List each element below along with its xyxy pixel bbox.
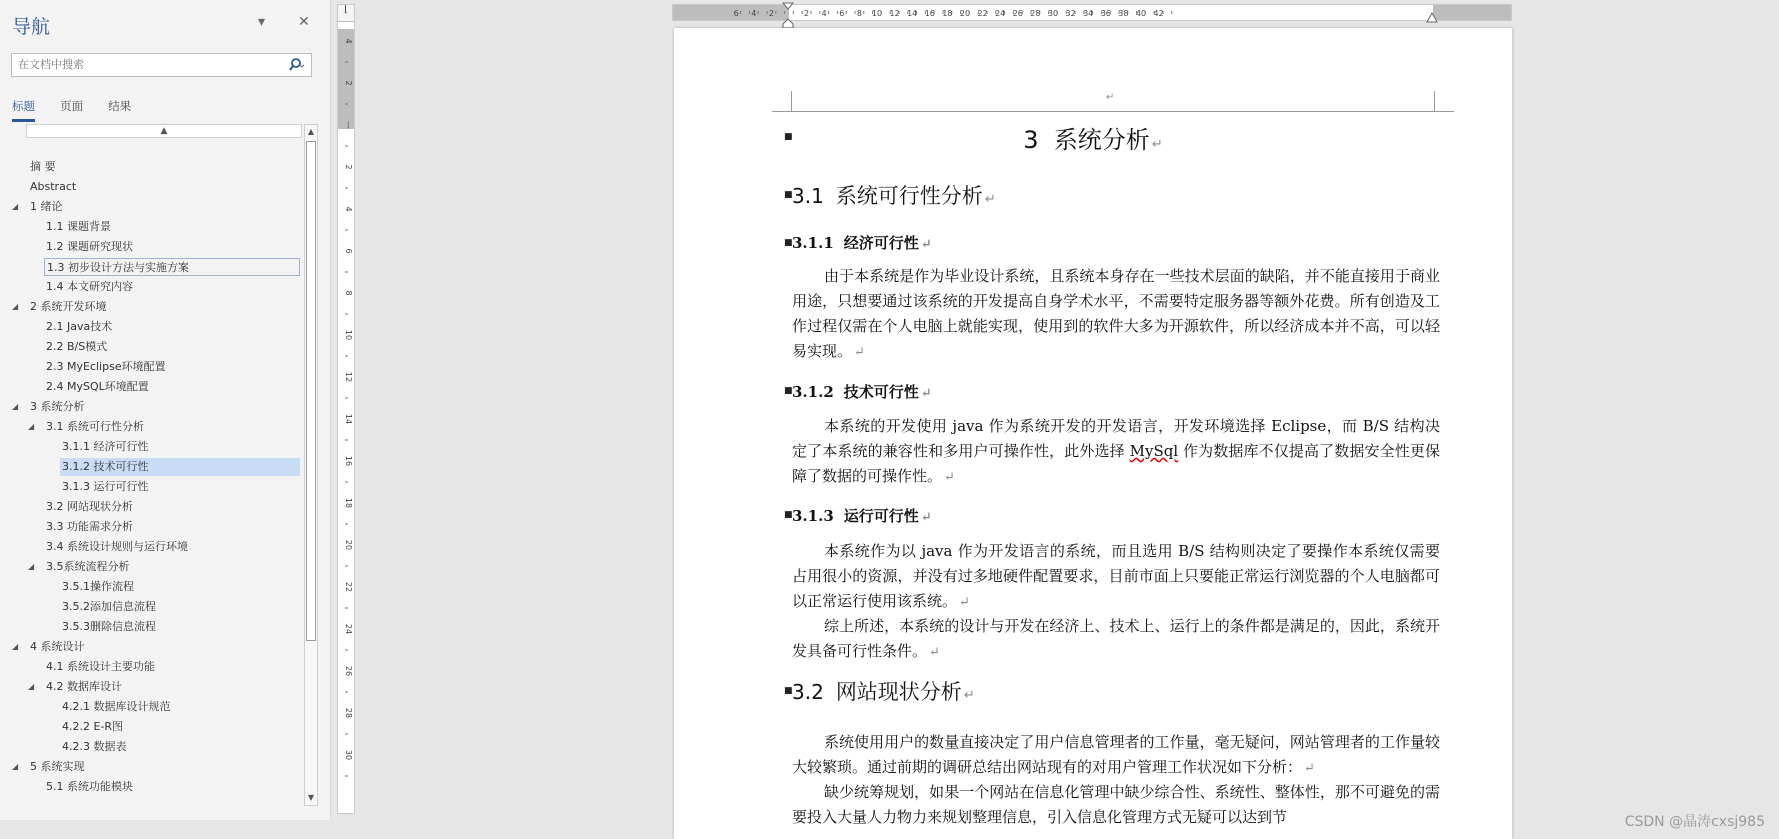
nav-heading-item[interactable] <box>44 378 300 396</box>
heading-3-1-1[interactable] <box>792 232 932 253</box>
crop-mark <box>1434 111 1454 112</box>
tab-headings[interactable]: 标题 <box>12 98 35 122</box>
nav-heading-label: 3.1.3 运行可行性 <box>62 480 149 493</box>
heading-number: 3.2 <box>792 680 824 704</box>
nav-heading-label: 4.2.3 数据表 <box>62 740 127 753</box>
heading-number: 3.1.2 <box>792 383 834 401</box>
ruler-tick-label: 6 <box>839 9 845 18</box>
nav-heading-item[interactable] <box>12 198 300 216</box>
ruler-tick-label: 6 <box>344 248 353 254</box>
paragraph-mark-icon: ↵ <box>944 470 955 485</box>
nav-heading-item[interactable] <box>44 258 300 276</box>
nav-heading-label: 3.5系统流程分析 <box>46 560 130 573</box>
nav-heading-label: 3.3 功能需求分析 <box>46 520 133 533</box>
paragraph-mark-icon: ↵ <box>1151 137 1163 152</box>
ruler-tick-label: 6 <box>733 9 739 18</box>
nav-heading-item[interactable] <box>44 658 300 676</box>
header-rule <box>792 111 1434 112</box>
paragraph-operational[interactable] <box>792 539 1440 615</box>
ruler-tick-label: 26 <box>344 665 353 677</box>
nav-heading-label: 4.2.2 E-R图 <box>62 720 124 733</box>
nav-options-chevron-icon[interactable]: ▾ <box>258 14 266 30</box>
nav-heading-item[interactable] <box>44 358 300 376</box>
paragraph-mark-icon: ↵ <box>984 192 996 207</box>
paragraph-site-status[interactable] <box>792 730 1440 781</box>
nav-heading-label: 3.5.2添加信息流程 <box>62 600 156 613</box>
ruler-tick-label: 22 <box>344 581 353 593</box>
ruler-tick-label: 36 <box>1100 9 1111 18</box>
nav-tabs <box>12 95 151 119</box>
ruler-tick-label: 2 <box>804 9 810 18</box>
collapse-top-icon[interactable]: ▲ <box>26 124 302 138</box>
expand-triangle-icon[interactable]: ◢ <box>28 422 35 431</box>
horizontal-ruler[interactable] <box>672 4 1512 21</box>
paragraph-planning[interactable] <box>792 780 1440 830</box>
heading-bullet: ■ <box>784 132 793 142</box>
nav-heading-item[interactable] <box>28 418 300 436</box>
ruler-tick-label: 18 <box>344 497 353 509</box>
ruler-tick-label: 2 <box>344 80 353 86</box>
ruler-tick-label: 14 <box>907 9 918 18</box>
nav-heading-label: 1.2 课题研究现状 <box>46 240 133 253</box>
nav-heading-item[interactable] <box>12 298 300 316</box>
ruler-tick-label: 22 <box>977 9 988 18</box>
ruler-tick-label: 2 <box>344 164 353 170</box>
nav-heading-item[interactable] <box>44 338 300 356</box>
ruler-tick-label: 40 <box>1135 9 1147 18</box>
ruler-tick-label: 12 <box>889 9 900 18</box>
heading-title: 运行可行性 <box>843 507 919 525</box>
heading-title: 网站现状分析 <box>835 680 962 704</box>
nav-heading-label: 3.1.1 经济可行性 <box>62 440 149 453</box>
nav-heading-item[interactable] <box>60 618 300 636</box>
indent-marker-icon[interactable] <box>782 2 794 30</box>
heading-3-1[interactable] <box>792 180 996 210</box>
paragraph-text: 缺少统筹规划，如果一个网站在信息化管理中缺少综合性、系统性、整体性，那不可避免的需要投入大量人力物力来规划整理信息，引入信息化管理方式无疑可以达到节 <box>792 783 1440 826</box>
expand-triangle-icon[interactable]: ◢ <box>28 682 35 691</box>
paragraph-mark-icon: ↵ <box>1106 92 1115 103</box>
watermark: CSDN @晶涛cxsj985 <box>1624 814 1765 830</box>
heading-3-1-2[interactable] <box>792 381 932 402</box>
nav-heading-item[interactable] <box>60 738 300 756</box>
ruler-tick-label: 16 <box>924 9 935 18</box>
nav-heading-item[interactable] <box>12 758 300 776</box>
ruler-tick-label: 2 <box>768 9 774 18</box>
paragraph-technical[interactable] <box>792 414 1440 490</box>
nav-heading-item[interactable] <box>60 598 300 616</box>
crop-mark <box>772 111 792 112</box>
horizontal-ruler-ticks <box>673 5 1511 20</box>
chapter-number: 3 <box>1023 126 1039 154</box>
ruler-tick-label: 10 <box>871 9 883 18</box>
ruler-tick-label: 30 <box>1047 9 1059 18</box>
paragraph-mark-icon: ↵ <box>854 345 865 360</box>
nav-heading-item[interactable] <box>28 158 300 176</box>
nav-heading-item[interactable] <box>44 278 300 296</box>
nav-heading-label: 2.4 MySQL环境配置 <box>46 380 149 393</box>
ruler-tick-label: 28 <box>344 707 353 719</box>
expand-triangle-icon[interactable]: ◢ <box>12 642 19 651</box>
paragraph-text: 系统使用用户的数量直接决定了用户信息管理者的工作量，毫无疑问，网站管理者的工作量较大较繁琐。通过前期的调研总结出网站现有的对用户管理工作状况如下分析： <box>792 733 1440 776</box>
ruler-tick-label: 4 <box>344 206 353 212</box>
paragraph-mark-icon: ↵ <box>959 595 970 610</box>
ruler-tick-label: 42 <box>1153 9 1164 18</box>
nav-heading-label: 2.3 MyEclipse环境配置 <box>46 360 166 373</box>
paragraph-economic[interactable] <box>792 264 1440 365</box>
ruler-tick-label: 18 <box>942 9 953 18</box>
ruler-tick-label: — <box>344 121 353 129</box>
nav-heading-item[interactable] <box>60 698 300 716</box>
nav-heading-item[interactable] <box>60 578 300 596</box>
heading-number: 3.1 <box>792 184 824 208</box>
nav-heading-item[interactable] <box>44 218 300 236</box>
ruler-tick-label: 28 <box>1030 9 1041 18</box>
nav-heading-item[interactable] <box>44 498 300 516</box>
nav-heading-item[interactable] <box>44 518 300 536</box>
paragraph-mark-icon: ↵ <box>920 386 932 401</box>
heading-title: 技术可行性 <box>843 383 919 401</box>
chapter-title: 系统分析 <box>1053 126 1150 154</box>
heading-bullet: ■ <box>784 510 793 520</box>
ruler-tick-label: 12 <box>344 371 353 383</box>
heading-bullet: ■ <box>784 238 793 248</box>
nav-heading-label: 3.5.3删除信息流程 <box>62 620 156 633</box>
nav-heading-item[interactable] <box>60 478 300 496</box>
ruler-tick-label: 38 <box>1118 9 1129 18</box>
heading-bullet: ■ <box>784 686 793 696</box>
nav-heading-item[interactable] <box>60 718 300 736</box>
expand-triangle-icon[interactable]: ◢ <box>12 762 19 771</box>
nav-heading-label: Abstract <box>30 180 77 193</box>
scroll-thumb[interactable] <box>306 141 316 641</box>
nav-heading-item[interactable] <box>44 538 300 556</box>
nav-heading-label: 4.2 数据库设计 <box>46 680 122 693</box>
ruler-tick-label: 24 <box>344 623 353 635</box>
document-page[interactable] <box>674 28 1512 839</box>
paragraph-text: 作为数据库不仅提高了数据安全性更保障了数据的可操作性。 <box>792 442 1440 485</box>
nav-title: 导航 <box>12 16 51 38</box>
ruler-tick-label: 20 <box>344 539 353 551</box>
paragraph-mark-icon: ↵ <box>920 237 932 252</box>
ruler-tick-label: 10 <box>344 329 353 341</box>
nav-heading-label: 5 系统实现 <box>30 760 85 773</box>
expand-triangle-icon[interactable]: ◢ <box>28 562 35 571</box>
ruler-tick-label: 4 <box>344 38 353 44</box>
nav-heading-item[interactable] <box>12 398 300 416</box>
nav-heading-item[interactable] <box>44 238 300 256</box>
paragraph-mark-icon: ↵ <box>963 688 975 703</box>
heading-bullet: ■ <box>784 190 793 200</box>
ruler-tick-label: 34 <box>1083 9 1094 18</box>
heading-number: 3.1.1 <box>792 234 834 252</box>
paragraph-mark-icon: ↵ <box>929 645 940 660</box>
right-indent-marker-icon[interactable] <box>1426 10 1438 24</box>
nav-close-icon[interactable]: ✕ <box>298 14 310 30</box>
heading-3-1-3[interactable] <box>792 505 932 526</box>
nav-heading-label: 4.2.1 数据库设计规范 <box>62 700 171 713</box>
navigation-pane <box>0 0 331 820</box>
nav-heading-label: 3.2 网站现状分析 <box>46 500 133 513</box>
nav-heading-label: 2.1 Java技术 <box>46 320 113 333</box>
tab-results[interactable]: 结果 <box>108 99 132 113</box>
nav-heading-item[interactable] <box>44 318 300 336</box>
ruler-tick-label: 4 <box>821 9 827 18</box>
heading-3-2[interactable] <box>792 676 975 706</box>
ruler-tick-label: 20 <box>959 9 971 18</box>
ruler-tick-label: 16 <box>344 455 353 467</box>
nav-heading-item[interactable] <box>44 778 300 796</box>
paragraph-text: 由于本系统是作为毕业设计系统，且系统本身存在一些技术层面的缺陷，并不能直接用于商业用途，只想要通过该系统的开发提高自身学术水平，不需要特定服务器等额外花费。所有创造及工作过程仅需在个人电脑上就能实现，使用到的软件大多为开源软件，所以经济成本并不高，可以轻易实现。 <box>792 267 1440 360</box>
nav-heading-item[interactable] <box>12 638 300 656</box>
scroll-up-icon[interactable]: ▲ <box>307 127 315 136</box>
nav-heading-label: 2.2 B/S模式 <box>46 340 108 353</box>
heading-number: 3.1.3 <box>792 507 834 525</box>
search-input[interactable] <box>18 58 278 71</box>
nav-heading-label: 4 系统设计 <box>30 640 85 653</box>
nav-heading-label: 摘 要 <box>30 160 56 173</box>
search-icon[interactable] <box>287 56 305 74</box>
heading-title: 经济可行性 <box>843 234 919 252</box>
heading-title: 系统可行性分析 <box>835 184 983 208</box>
expand-triangle-icon[interactable]: ◢ <box>12 202 19 211</box>
nav-heading-label: 3.1.2 技术可行性 <box>62 460 149 473</box>
spellcheck-word[interactable]: MySql <box>1129 442 1179 460</box>
vertical-ruler[interactable] <box>337 4 355 814</box>
nav-heading-label: 3.1 系统可行性分析 <box>46 420 144 433</box>
nav-heading-item[interactable] <box>28 558 300 576</box>
tab-pages[interactable]: 页面 <box>60 99 84 113</box>
heading-bullet: ■ <box>784 386 793 396</box>
paragraph-summary[interactable] <box>792 614 1440 665</box>
nav-heading-item[interactable] <box>28 678 300 696</box>
paragraph-text: 本系统的开发使用 java 作为系统开发的开发语言，开发环境选择 Eclipse，而 B/S 结构决定了本系统的兼容性和多用户可操作性，此外选择 <box>792 417 1440 460</box>
chapter-heading[interactable] <box>674 120 1512 155</box>
nav-heading-label: 1 绪论 <box>30 200 63 213</box>
paragraph-mark-icon: ↵ <box>1304 761 1315 776</box>
paragraph-text: 综上所述，本系统的设计与开发在经济上、技术上、运行上的条件都是满足的，因此，系统开发具备可行性条件。 <box>792 617 1440 660</box>
nav-scrollbar[interactable] <box>304 124 318 806</box>
ruler-tick-label: 24 <box>995 9 1006 18</box>
expand-triangle-icon[interactable]: ◢ <box>12 402 19 411</box>
nav-heading-label: 1.4 本文研究内容 <box>46 280 133 293</box>
ruler-tick-label: 8 <box>344 290 353 296</box>
paragraph-text: 本系统作为以 java 作为开发语言的系统，而且选用 B/S 结构则决定了要操作本系统仅需要占用很小的资源，并没有过多地硬件配置要求，目前市面上只要能正常运行浏览器的个人电脑都可以正常运行使用该系统。 <box>792 542 1440 610</box>
nav-heading-label: 3 系统分析 <box>30 400 85 413</box>
ruler-tick-label: 8 <box>856 9 862 18</box>
tab-selector-icon[interactable]: ⌊ <box>338 5 354 22</box>
ruler-tick-label: 14 <box>344 413 353 425</box>
ruler-tick-label: 4 <box>751 9 757 18</box>
nav-heading-item[interactable] <box>60 438 300 456</box>
ruler-tick-label: 30 <box>344 749 353 761</box>
nav-heading-label: 3.5.1操作流程 <box>62 580 134 593</box>
nav-heading-label: 1.1 课题背景 <box>46 220 111 233</box>
nav-heading-item[interactable] <box>60 458 300 476</box>
nav-heading-label: 1.3 初步设计方法与实施方案 <box>47 261 189 274</box>
ruler-tick-label: 32 <box>1065 9 1076 18</box>
nav-heading-item[interactable] <box>28 178 300 196</box>
ruler-tick-label: 26 <box>1012 9 1023 18</box>
crop-mark <box>1434 91 1435 111</box>
expand-triangle-icon[interactable]: ◢ <box>12 302 19 311</box>
crop-mark <box>791 91 792 111</box>
nav-heading-label: 5.1 系统功能模块 <box>46 780 133 793</box>
nav-heading-label: 2 系统开发环境 <box>30 300 107 313</box>
paragraph-mark-icon: ↵ <box>920 510 932 525</box>
scroll-down-icon[interactable]: ▼ <box>307 793 315 802</box>
nav-heading-label: 3.4 系统设计规则与运行环境 <box>46 540 188 553</box>
nav-heading-label: 4.1 系统设计主要功能 <box>46 660 155 673</box>
search-box[interactable] <box>11 53 312 77</box>
vertical-ruler-ticks <box>338 5 354 813</box>
